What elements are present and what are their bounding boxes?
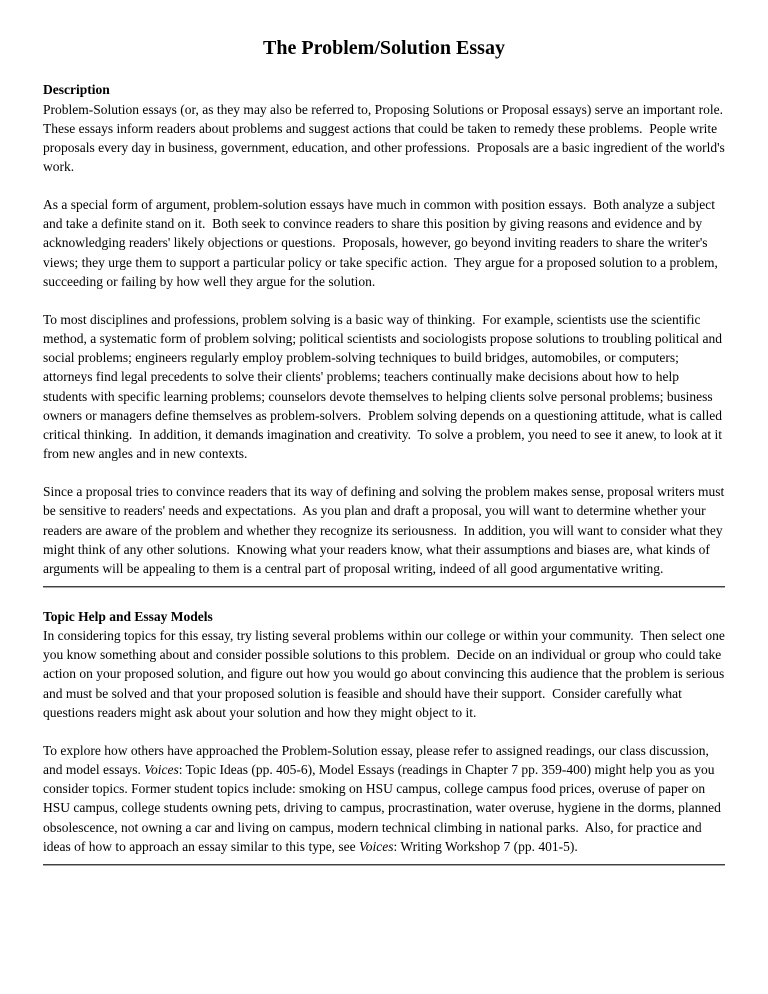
topic-help-paragraph-2-run-2: : Topic Ideas (pp. 405-6), Model Essays (readings in Chapter 7 pp. 359-400) might help you as you consider topics. Former student topics include: smoking on HSU campus, college campus food prices, overuse of paper on HSU campus, college students owning pets, driving to campus, procrastination, water overuse, hygiene in the dorms, planned obsolescence, not owning a car and living on campus, modern technical climbing in national parks. Also, for practice and ideas of how to approach an essay similar to this type, see — [43, 762, 725, 854]
voices-book-title: Voices — [359, 838, 394, 854]
section-description — [43, 80, 730, 578]
horizontal-rule — [43, 586, 725, 588]
description-paragraph-2: As a special form of argument, problem-solution essays have much in common with position essays. Both analyze a subject and take a definite stand on it. Both seek to convince readers to share this position by giving reasons and evidence and by acknowledging readers' likely objections or questions. Proposals, however, go beyond inviting readers to share the writer's views; they urge them to support a particular policy or take specific action. They argue for a proposed solution to a problem, succeeding or failing by how well they argue for the solution. — [43, 197, 722, 289]
topic-help-paragraph-1: In considering topics for this essay, try listing several problems within our college or within your community. Then select one you know something about and consider possible solutions to this problem. Decide on an individual or group who could take action on your proposed solution, and figure out how you would go about convincing this audience that the problem is serious and must be solved and that your proposed solution is feasible and should have their support. Consider carefully what questions readers might ask about your solution and how they might object to it. — [43, 628, 729, 720]
description-heading: Description — [43, 82, 110, 98]
description-paragraph-4: Since a proposal tries to convince readers that its way of defining and solving the problem makes sense, proposal writers must be sensitive to readers' needs and expectations. As you plan and draft a proposal, you will want to determine whether your readers are aware of the problem and whether they recognize its seriousness. In addition, you will want to consider what they might think of any other solutions. Knowing what your readers know, what their assumptions and biases are, what kinds of arguments will be appealing to them is a central part of proposal writing, indeed of all good argumentative writing. — [43, 484, 728, 576]
topic-help-paragraph-2-run-3: : Writing Workshop 7 (pp. 401-5). — [393, 838, 578, 854]
topic-help-heading: Topic Help and Essay Models — [43, 608, 213, 624]
description-paragraph-1: Problem-Solution essays (or, as they may also be referred to, Proposing Solutions or Proposal essays) serve an important role. These essays inform readers about problems and suggest actions that could be taken to remedy these problems. People write proposals every day in business, government, education, and other professions. Proposals are a basic ingredient of the world's work. — [43, 101, 730, 175]
topic-help-paragraph-2-run-1: To explore how others have approached the Problem-Solution essay, please refer to assigned readings, our class discussion, and model essays. — [43, 742, 713, 778]
description-paragraph-3: To most disciplines and professions, problem solving is a basic way of thinking. For example, scientists use the scientific method, a systematic form of problem solving; political scientists and sociologists propose solutions to troubling political and social problems; engineers regularly employ problem-solving techniques to build bridges, automobiles, or computers; attorneys find legal precedents to solve their clients' problems; teachers continually make decisions about how to help students with specific learning problems; counselors devote themselves to helping clients solve personal problems; business owners or managers define themselves as problem-solvers. Problem solving depends on a questioning attitude, what is called critical thinking. In addition, it demands imagination and creativity. To solve a problem, you need to see it anew, to look at it from new angles and in new contexts. — [43, 311, 726, 462]
voices-book-title: Voices — [144, 762, 179, 778]
page-title: The Problem/Solution Essay — [263, 37, 505, 59]
horizontal-rule — [43, 864, 725, 866]
section-topic-help — [43, 607, 729, 856]
topic-help-paragraph-2 — [43, 741, 725, 856]
